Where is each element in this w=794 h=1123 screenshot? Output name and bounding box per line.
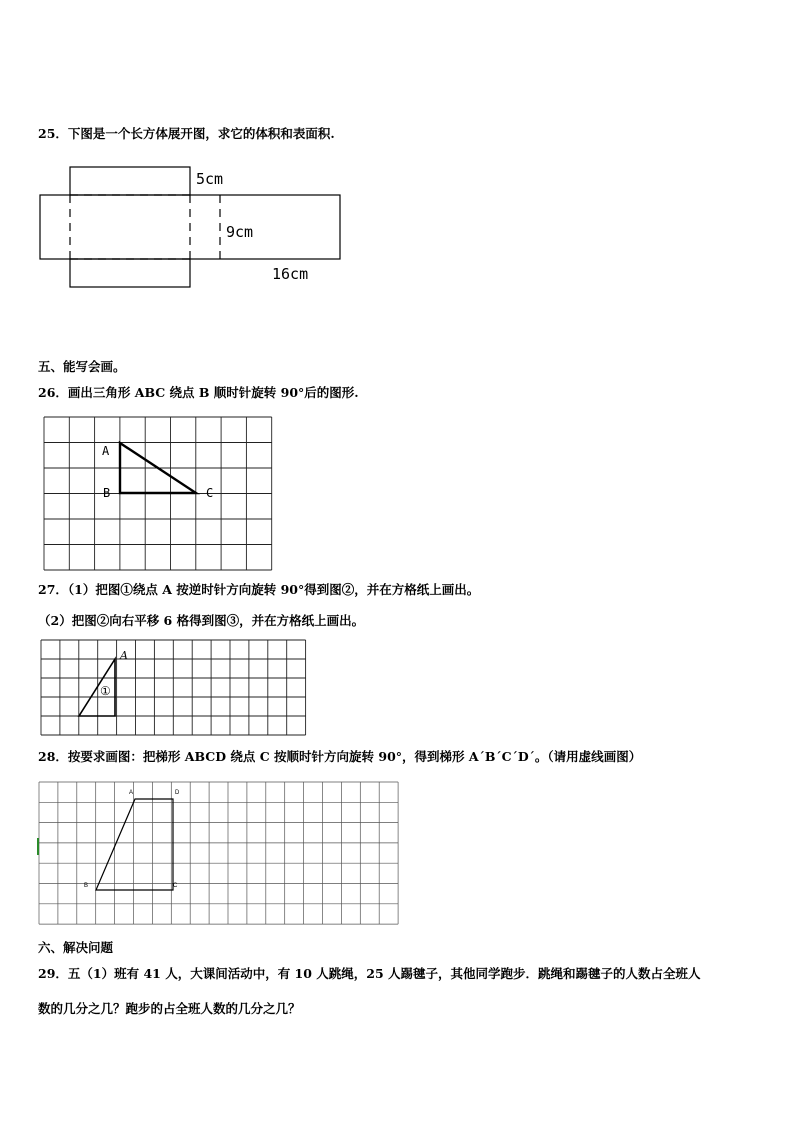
section-5-title: 五、能写会画。 <box>38 359 126 374</box>
dim-label-16cm: 16cm <box>272 265 309 283</box>
q26-grid-figure <box>40 413 276 573</box>
q28-text: 28．按要求画图：把梯形 ABCD 绕点 C 按顺时针方向旋转 90°，得到梯形 A´B´C´D´。（请用虚线画图） <box>38 749 642 764</box>
figure-1-label: ① <box>100 684 111 698</box>
vertex-label-a: A <box>102 444 110 458</box>
vertex-label-a: A <box>120 649 128 662</box>
dim-label-5cm: 5cm <box>196 170 224 188</box>
q27-line2: （2）把图②向右平移 6 格得到图③，并在方格纸上画出。 <box>38 613 365 628</box>
q26-text: 26．画出三角形 ABC 绕点 B 顺时针旋转 90°后的图形. <box>38 385 359 400</box>
section-6-title: 六、解决问题 <box>38 940 114 955</box>
q27-grid-figure <box>40 639 310 739</box>
q25-net-diagram <box>38 165 348 290</box>
q29-line1: 29．五（1）班有 41 人，大课间活动中，有 10 人跳绳，25 人踢毽子，其他同学跑步．跳绳和踢毽子的人数占全班人 <box>38 966 701 981</box>
vertex-label-d: D <box>175 790 180 796</box>
vertex-label-c: C <box>206 486 214 500</box>
q27-line1: 27．（1）把图①绕点 A 按逆时针方向旋转 90°得到图②，并在方格纸上画出。 <box>38 582 480 597</box>
net-bottom-face <box>70 259 190 287</box>
q28-grid-figure <box>38 781 402 931</box>
q29-line2: 数的几分之几？跑步的占全班人数的几分之几？ <box>38 1001 301 1016</box>
vertex-label-c: C <box>173 883 178 889</box>
vertex-label-a: A <box>129 790 134 796</box>
q25-text: 25．下图是一个长方体展开图，求它的体积和表面积. <box>38 126 335 141</box>
vertex-label-b: B <box>103 486 111 500</box>
trapezoid-abcd <box>96 799 173 890</box>
dim-label-9cm: 9cm <box>226 223 254 241</box>
net-top-face <box>70 167 190 195</box>
vertex-label-b: B <box>84 883 89 889</box>
